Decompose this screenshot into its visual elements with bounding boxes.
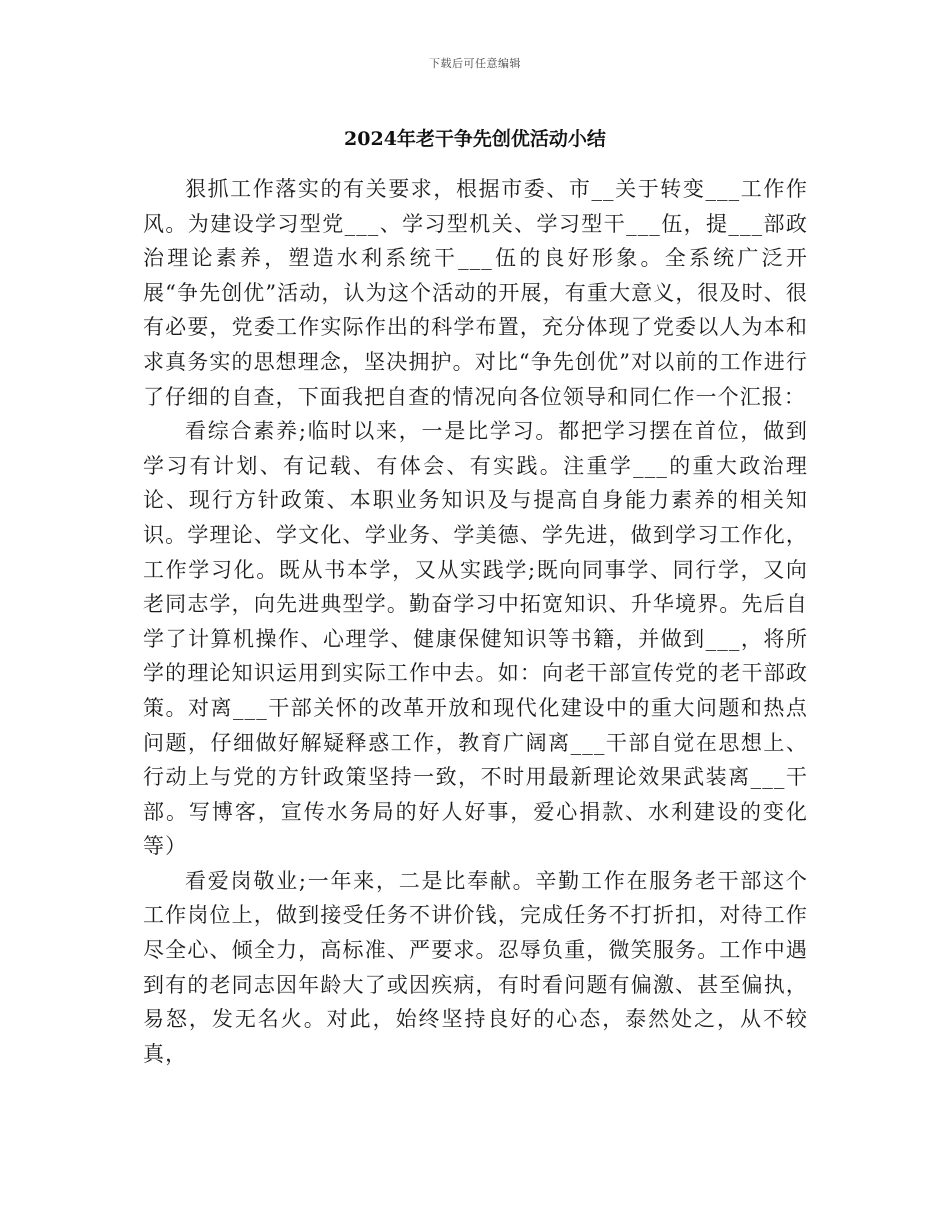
paragraph-study: 看综合素养;临时以来，一是比学习。都把学习摆在首位，做到学习有计划、有记载、有体会、有实践。注重学___的重大政治理论、现行方针政策、本职业务知识及与提高自身能力素养的相关知识。学理论、学文化、学业务、学美德、学先进，做到学习工作化，工作学习化。既从书本学，又从实践学;既向同事学、同行学，又向老同志学，向先进典型学。勤奋学习中拓宽知识、升华境界。先后自学了计算机操作、心理学、健康保健知识等书籍，并做到___，将所学的理论知识运用到实际工作中去。如：向老干部宣传党的老干部政策。对离___干部关怀的改革开放和现代化建设中的重大问题和热点问题，仔细做好解疑释惑工作，教育广阔离___干部自觉在思想上、行动上与党的方针政策坚持一致，不时用最新理论效果武装离___干部。写博客，宣传水务局的好人好事，爱心捐款、水利建设的变化等） (143, 419, 808, 859)
paragraph-intro: 狠抓工作落实的有关要求，根据市委、市__关于转变___工作作风。为建设学习型党___、学习型机关、学习型干___伍，提___部政治理论素养，塑造水利系统干___伍的良好形象。全系统广泛开展“争先创优”活动，认为这个活动的开展，有重大意义，很及时、很有必要，党委工作实际作出的科学布置，充分体现了党委以人为本和求真务实的思想理念，坚决拥护。对比“争先创优”对以前的工作进行了仔细的自查，下面我把自查的情况向各位领导和同仁作一个汇报： (143, 177, 808, 409)
document-body (143, 172, 808, 1071)
document-title: 2024年老干争先创优活动小结 (344, 128, 606, 150)
paragraph-dedication: 看爱岗敬业;一年来，二是比奉献。辛勤工作在服务老干部这个工作岗位上，做到接受任务不讲价钱，完成任务不打折扣，对待工作尽全心、倾全力，高标准、严要求。忍辱负重，微笑服务。工作中遇到有的老同志因年龄大了或因疾病，有时看问题有偏激、甚至偏执，易怒，发无名火。对此，始终坚持良好的心态，泰然处之，从不较真， (143, 868, 808, 1066)
header-note: 下载后可任意编辑 (429, 57, 521, 70)
